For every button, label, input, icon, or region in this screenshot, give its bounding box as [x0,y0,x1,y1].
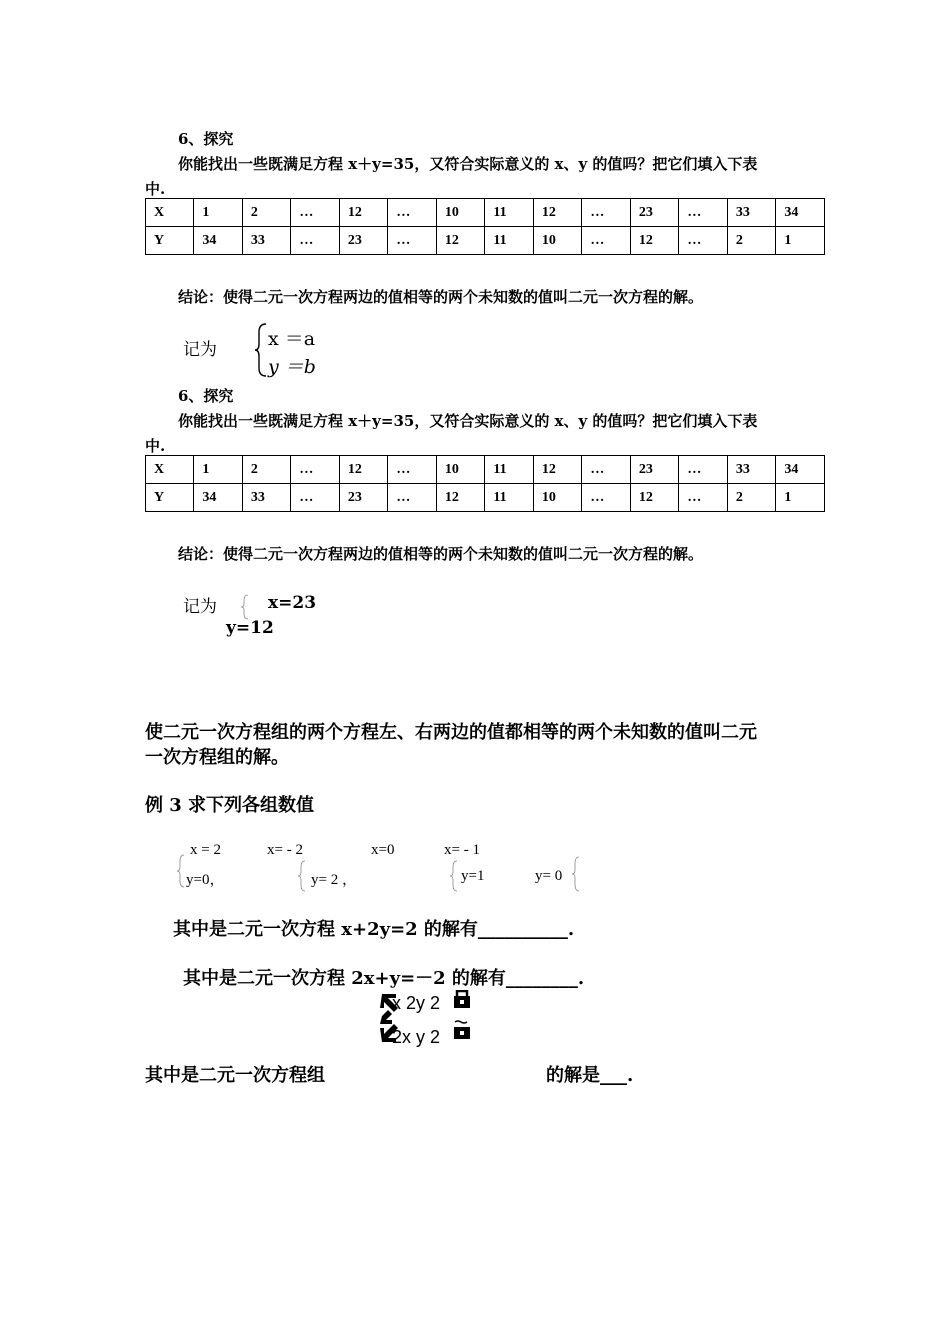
left-brace-icon [297,860,307,892]
table-row [146,456,825,484]
example-top-value: x=0 [371,842,395,858]
section2-record-line1: x=23 [268,593,317,613]
example-q2: 其中是二元一次方程 2x+y=－2 的解有________. [183,968,585,989]
section1-record-label: 记为 [183,340,217,360]
example-top-value: x= - 1 [444,842,480,858]
table-cell: 12 [339,199,388,227]
table-cell: 34 [776,199,825,227]
table-cell: 10 [436,456,485,484]
table-cell: 1 [194,199,243,227]
left-brace-icon [571,856,581,892]
table-cell: 12 [339,456,388,484]
table-cell: … [582,484,631,512]
example-bottom-value: y= 2 ， [311,872,357,888]
table-cell: 12 [630,484,679,512]
table-row [146,199,825,227]
table-cell: 34 [194,227,243,255]
table-cell: 2 [242,456,291,484]
table-row [146,484,825,512]
table-cell: 34 [776,456,825,484]
table-cell: … [679,199,728,227]
table-cell: 1 [776,484,825,512]
section1-heading: 6、探究 [178,130,234,148]
table-cell: 2 [727,227,776,255]
example-top-value: x= - 2 [267,842,303,858]
table-cell: … [291,456,340,484]
table-cell: Y [146,484,194,512]
table-cell: 12 [436,227,485,255]
left-brace-icon [240,594,250,620]
example-bottom-value: y=1 [461,868,485,884]
example-title: 例 3 求下列各组数值 [145,795,315,816]
table-cell: … [582,227,631,255]
table-cell: 2 [727,484,776,512]
section2-record-label: 记为 [183,597,217,617]
example-q1: 其中是二元一次方程 x+2y=2 的解有__________. [173,919,575,940]
left-brace-icon [254,322,268,378]
example-top-value: x = 2 [190,842,221,858]
table-cell: 12 [533,456,582,484]
table-cell: 1 [194,456,243,484]
table-cell: 23 [630,199,679,227]
section1-question-line2: 中. [145,180,166,198]
table-cell: … [679,456,728,484]
table-cell: … [388,484,437,512]
table-cell: X [146,456,194,484]
table-cell: 33 [242,484,291,512]
table-cell: … [388,227,437,255]
table-cell: 10 [533,227,582,255]
definition-line2: 一次方程组的解。 [145,747,289,768]
table-cell: … [291,484,340,512]
table-cell: … [582,199,631,227]
table-cell: 33 [727,199,776,227]
table-cell: Y [146,227,194,255]
table-cell: … [291,199,340,227]
table-cell: 10 [436,199,485,227]
table-cell: … [679,484,728,512]
section2-question-line2: 中. [145,437,166,455]
table-cell: 1 [776,227,825,255]
example-bottom-value: y=0， [186,872,225,888]
table-cell: 11 [485,199,533,227]
table-cell: 23 [339,484,388,512]
table-cell: 11 [485,227,533,255]
table-cell: 2 [242,199,291,227]
system-line1: x 2y 2 [392,993,441,1013]
table-cell: … [679,227,728,255]
section2-conclusion: 结论：使得二元一次方程两边的值相等的两个未知数的值叫二元一次方程的解。 [178,545,704,563]
table-cell: … [388,456,437,484]
table-cell: 12 [533,199,582,227]
table-cell: 12 [630,227,679,255]
section1-conclusion: 结论：使得二元一次方程两边的值相等的两个未知数的值叫二元一次方程的解。 [178,288,704,306]
example-q3-suffix: 的解是___. [546,1065,634,1086]
section2-question-line1: 你能找出一些既满足方程 x＋y=35，又符合实际意义的 x、y 的值吗？把它们填入下表 [178,412,758,430]
definition-line1: 使二元一次方程组的两个方程左、右两边的值都相等的两个未知数的值叫二元 [145,722,757,743]
table-cell: 12 [436,484,485,512]
table-cell: 23 [630,456,679,484]
section1-record-line1: x ＝a [268,328,316,350]
table-cell: … [388,199,437,227]
table-cell: 11 [485,484,533,512]
section2-heading: 6、探究 [178,387,234,405]
table-cell: … [291,227,340,255]
section1-question-line1: 你能找出一些既满足方程 x＋y=35，又符合实际意义的 x、y 的值吗？把它们填入下表 [178,155,758,173]
example-q3-prefix: 其中是二元一次方程组 [145,1065,325,1086]
lock-icon [452,1020,472,1040]
section2-record-line2: y=12 [226,618,274,638]
section1-record-line2: y ＝b [268,356,316,378]
table-cell: … [582,456,631,484]
lock-icon [452,990,472,1008]
section1-table [145,198,825,255]
table-row [146,227,825,255]
table-cell: 34 [194,484,243,512]
table-cell: 10 [533,484,582,512]
left-brace-icon [176,854,186,888]
example-bottom-value: y= 0 [535,868,563,884]
table-cell: X [146,199,194,227]
table-cell: 23 [339,227,388,255]
section2-table [145,455,825,512]
table-cell: 33 [242,227,291,255]
table-cell: 11 [485,456,533,484]
table-cell: 33 [727,456,776,484]
left-brace-icon [449,860,459,892]
system-line2: 2x y 2 [392,1027,441,1047]
